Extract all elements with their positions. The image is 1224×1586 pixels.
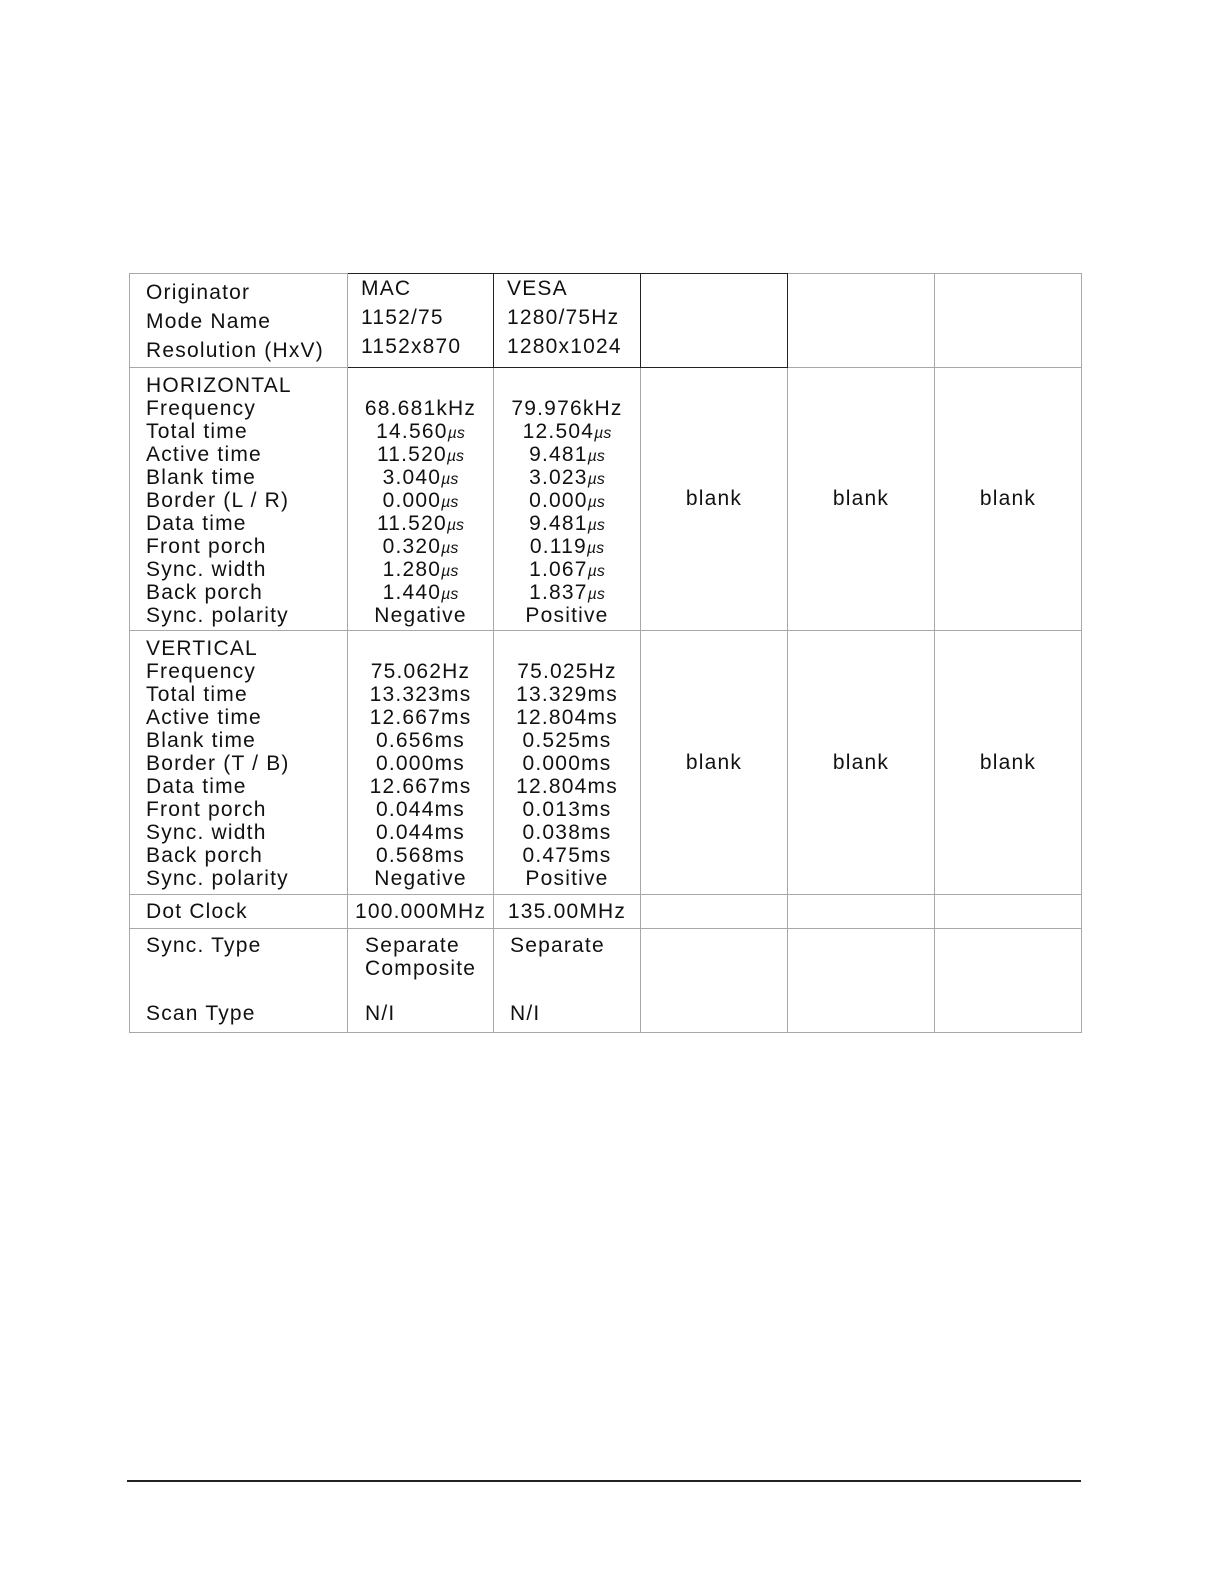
value-text: 0.000	[529, 489, 588, 512]
table-cell-line	[146, 604, 347, 627]
header-row	[130, 274, 1082, 368]
value-text: 11.520	[376, 512, 447, 535]
mode-1-vertical-cell	[348, 631, 494, 895]
table-cell-line	[494, 443, 640, 466]
horizontal-label-list	[146, 397, 347, 627]
table-cell-line	[146, 512, 347, 535]
value-text: 3.040	[382, 466, 442, 489]
unit-text: µs	[441, 586, 459, 603]
mode-name-label: Mode Name	[146, 310, 272, 333]
table-cell-line	[348, 867, 493, 890]
unit-text: µs	[441, 471, 459, 488]
scan-type-label: Scan Type	[146, 1002, 256, 1025]
table-cell-line	[348, 512, 493, 535]
table-cell-line	[494, 752, 640, 775]
value-text: 12.667ms	[369, 775, 472, 798]
table-cell-line	[348, 798, 493, 821]
header-labels-cell	[130, 274, 348, 368]
table-cell-line	[348, 752, 493, 775]
mode-1-vertical-values	[348, 660, 493, 890]
table-cell-line	[146, 466, 347, 489]
value-text: Data time	[146, 775, 247, 798]
table-cell-line	[494, 660, 640, 683]
mode-1-header-cell	[348, 274, 494, 368]
mode-2-horizontal-values	[494, 397, 640, 627]
table-cell-line	[146, 489, 347, 512]
mode-1-sync-cell	[348, 929, 494, 1033]
table-cell-line	[348, 660, 493, 683]
originator-label: Originator	[146, 281, 251, 304]
value-text: Total time	[146, 420, 248, 443]
unit-text: µs	[587, 494, 605, 511]
value-text: Negative	[374, 867, 467, 890]
table-cell-line	[348, 558, 493, 581]
value-text: 12.504	[522, 420, 595, 443]
value-text: 0.568ms	[376, 844, 465, 867]
value-text: 79.976kHz	[511, 397, 623, 420]
mode-2-sync-cell	[494, 929, 641, 1033]
table-cell-line	[146, 821, 347, 844]
mode-2-vertical-cell	[494, 631, 641, 895]
value-text: 1.440	[382, 581, 442, 604]
value-text: 0.000ms	[522, 752, 612, 775]
table-cell-line	[348, 397, 493, 420]
empty-cell	[788, 929, 935, 1033]
mode-2-name: 1280/75Hz	[507, 306, 620, 329]
mode-1-name: 1152/75	[361, 306, 444, 329]
mode-1-sync-type: Separate	[365, 934, 460, 957]
unit-text: µs	[587, 517, 605, 534]
unit-text: µs	[446, 448, 465, 465]
footer-rule	[127, 1480, 1081, 1482]
unit-text: µs	[441, 540, 459, 557]
value-text: 0.013ms	[522, 798, 612, 821]
mode-2-header-cell	[494, 274, 641, 368]
table-cell-line	[348, 604, 493, 627]
table-cell-line	[348, 775, 493, 798]
blank-cell: blank	[641, 631, 788, 895]
empty-cell	[935, 929, 1082, 1033]
value-text: Front porch	[146, 535, 267, 558]
table-cell-line	[146, 775, 347, 798]
table-cell-line	[494, 706, 640, 729]
value-text: Active time	[146, 443, 262, 466]
value-text: 13.329ms	[516, 683, 618, 706]
value-text: 1.280	[382, 558, 442, 581]
value-text: 0.044ms	[376, 798, 465, 821]
table-cell-line	[494, 581, 640, 604]
value-text: 75.025Hz	[517, 660, 617, 683]
table-cell-line	[494, 558, 640, 581]
table-cell-line	[494, 489, 640, 512]
value-text: 12.804ms	[516, 706, 618, 729]
value-text: 75.062Hz	[370, 660, 471, 683]
vertical-title: VERTICAL	[146, 637, 258, 660]
table-cell-line	[348, 581, 493, 604]
table-cell-line	[146, 558, 347, 581]
table-cell-line	[348, 420, 493, 443]
value-text: Border (T / B)	[146, 752, 290, 775]
value-text: 0.475ms	[522, 844, 612, 867]
table-cell-line	[494, 397, 640, 420]
unit-text: µs	[441, 563, 459, 580]
table-cell-line	[146, 798, 347, 821]
vertical-row	[130, 631, 1082, 895]
table-cell-line	[494, 683, 640, 706]
table-cell-line	[494, 466, 640, 489]
mode-1-scan-type: N/I	[365, 1002, 396, 1025]
unit-text: µs	[587, 448, 605, 465]
blank-cell: blank	[935, 368, 1082, 631]
dot-clock-row	[130, 895, 1082, 929]
empty-cell	[641, 929, 788, 1033]
mode-1-sync-type-2: Composite	[365, 957, 477, 980]
sync-scan-labels-cell	[130, 929, 348, 1033]
table-cell-line	[494, 729, 640, 752]
vertical-labels-cell	[130, 631, 348, 895]
table-cell-line	[146, 867, 347, 890]
mode-2-resolution: 1280x1024	[507, 335, 622, 358]
value-text: 0.525ms	[522, 729, 612, 752]
value-text: Active time	[146, 706, 262, 729]
table-cell-line	[146, 581, 347, 604]
value-text: 0.000ms	[376, 752, 465, 775]
value-text: 1.067	[529, 558, 588, 581]
table-cell-line	[146, 443, 347, 466]
value-text: Sync. width	[146, 558, 267, 581]
blank-cell: blank	[935, 631, 1082, 895]
table-cell-line	[348, 489, 493, 512]
empty-cell	[641, 895, 788, 929]
resolution-label: Resolution (HxV)	[146, 339, 324, 362]
horizontal-row	[130, 368, 1082, 631]
value-text: 9.481	[529, 512, 588, 535]
table-cell-line	[494, 512, 640, 535]
value-text: Frequency	[146, 397, 257, 420]
mode-2-scan-type: N/I	[510, 1002, 541, 1025]
table-cell-line	[494, 604, 640, 627]
unit-text: µs	[594, 425, 612, 442]
dot-clock-label: Dot Clock	[130, 895, 348, 929]
unit-text: µs	[446, 517, 465, 534]
mode-1-horizontal-values	[348, 397, 493, 627]
table-cell-line	[348, 821, 493, 844]
empty-cell	[935, 895, 1082, 929]
table-cell-line	[348, 729, 493, 752]
value-text: 12.804ms	[516, 775, 618, 798]
table-cell-line	[348, 443, 493, 466]
table-cell-line	[146, 397, 347, 420]
value-text: 13.323ms	[369, 683, 472, 706]
value-text: 1.837	[529, 581, 588, 604]
value-text: Sync. width	[146, 821, 267, 844]
table-cell-line	[494, 798, 640, 821]
mode-2-originator: VESA	[507, 277, 568, 300]
mode-1-dot-clock: 100.000MHz	[348, 895, 494, 929]
table-cell-line	[494, 775, 640, 798]
blank-cell: blank	[788, 368, 935, 631]
table-cell-line	[494, 535, 640, 558]
table-cell-line	[146, 535, 347, 558]
empty-header-cell	[641, 274, 788, 368]
table-cell-line	[494, 821, 640, 844]
empty-cell	[788, 895, 935, 929]
unit-text: µs	[441, 494, 459, 511]
table-cell-line	[146, 844, 347, 867]
value-text: 14.560	[376, 420, 448, 443]
table-cell-line	[146, 752, 347, 775]
table-cell-line	[348, 683, 493, 706]
table-cell-line	[494, 420, 640, 443]
table-cell-line	[348, 466, 493, 489]
unit-text: µs	[586, 540, 605, 557]
table-cell-line	[146, 706, 347, 729]
value-text: 0.044ms	[376, 821, 465, 844]
value-text: Sync. polarity	[146, 867, 289, 890]
value-text: Positive	[525, 867, 609, 890]
empty-header-cell	[935, 274, 1082, 368]
value-text: Total time	[146, 683, 248, 706]
value-text: 0.038ms	[522, 821, 612, 844]
value-text: 0.656ms	[376, 729, 465, 752]
value-text: 0.119	[529, 535, 587, 558]
table-cell-line	[494, 844, 640, 867]
horizontal-labels-cell	[130, 368, 348, 631]
horizontal-title: HORIZONTAL	[146, 374, 292, 397]
table-cell-line	[348, 535, 493, 558]
blank-cell: blank	[788, 631, 935, 895]
table-cell-line	[146, 683, 347, 706]
value-text: Blank time	[146, 729, 257, 752]
mode-2-dot-clock: 135.00MHz	[494, 895, 641, 929]
mode-2-vertical-values	[494, 660, 640, 890]
unit-text: µs	[587, 471, 605, 488]
value-text: 3.023	[529, 466, 588, 489]
value-text: Back porch	[146, 581, 264, 604]
mode-2-sync-type: Separate	[510, 934, 605, 957]
value-text: Negative	[374, 604, 467, 627]
value-text: Back porch	[146, 844, 264, 867]
mode-2-horizontal-cell	[494, 368, 641, 631]
unit-text: µs	[447, 425, 465, 442]
table-cell-line	[146, 729, 347, 752]
table-cell-line	[348, 844, 493, 867]
value-text: Front porch	[146, 798, 267, 821]
unit-text: µs	[587, 586, 605, 603]
value-text: 9.481	[529, 443, 588, 466]
table-cell-line	[146, 660, 347, 683]
table-cell-line	[146, 420, 347, 443]
mode-1-horizontal-cell	[348, 368, 494, 631]
unit-text: µs	[587, 563, 605, 580]
value-text: 0.000	[382, 489, 442, 512]
value-text: 0.320	[382, 535, 442, 558]
value-text: Sync. polarity	[146, 604, 289, 627]
mode-1-resolution: 1152x870	[361, 335, 462, 358]
value-text: 11.520	[376, 443, 447, 466]
value-text: Data time	[146, 512, 247, 535]
blank-cell: blank	[641, 368, 788, 631]
sync-scan-row	[130, 929, 1082, 1033]
value-text: Border (L / R)	[146, 489, 290, 512]
table-cell-line	[348, 706, 493, 729]
value-text: Positive	[525, 604, 609, 627]
value-text: 12.667ms	[369, 706, 472, 729]
value-text: Frequency	[146, 660, 257, 683]
vertical-label-list	[146, 660, 347, 890]
table-cell-line	[494, 867, 640, 890]
value-text: 68.681kHz	[364, 397, 477, 420]
sync-type-label: Sync. Type	[146, 934, 262, 957]
mode-1-originator: MAC	[361, 277, 412, 300]
empty-header-cell	[788, 274, 935, 368]
value-text: Blank time	[146, 466, 257, 489]
timing-table	[129, 273, 1082, 1033]
